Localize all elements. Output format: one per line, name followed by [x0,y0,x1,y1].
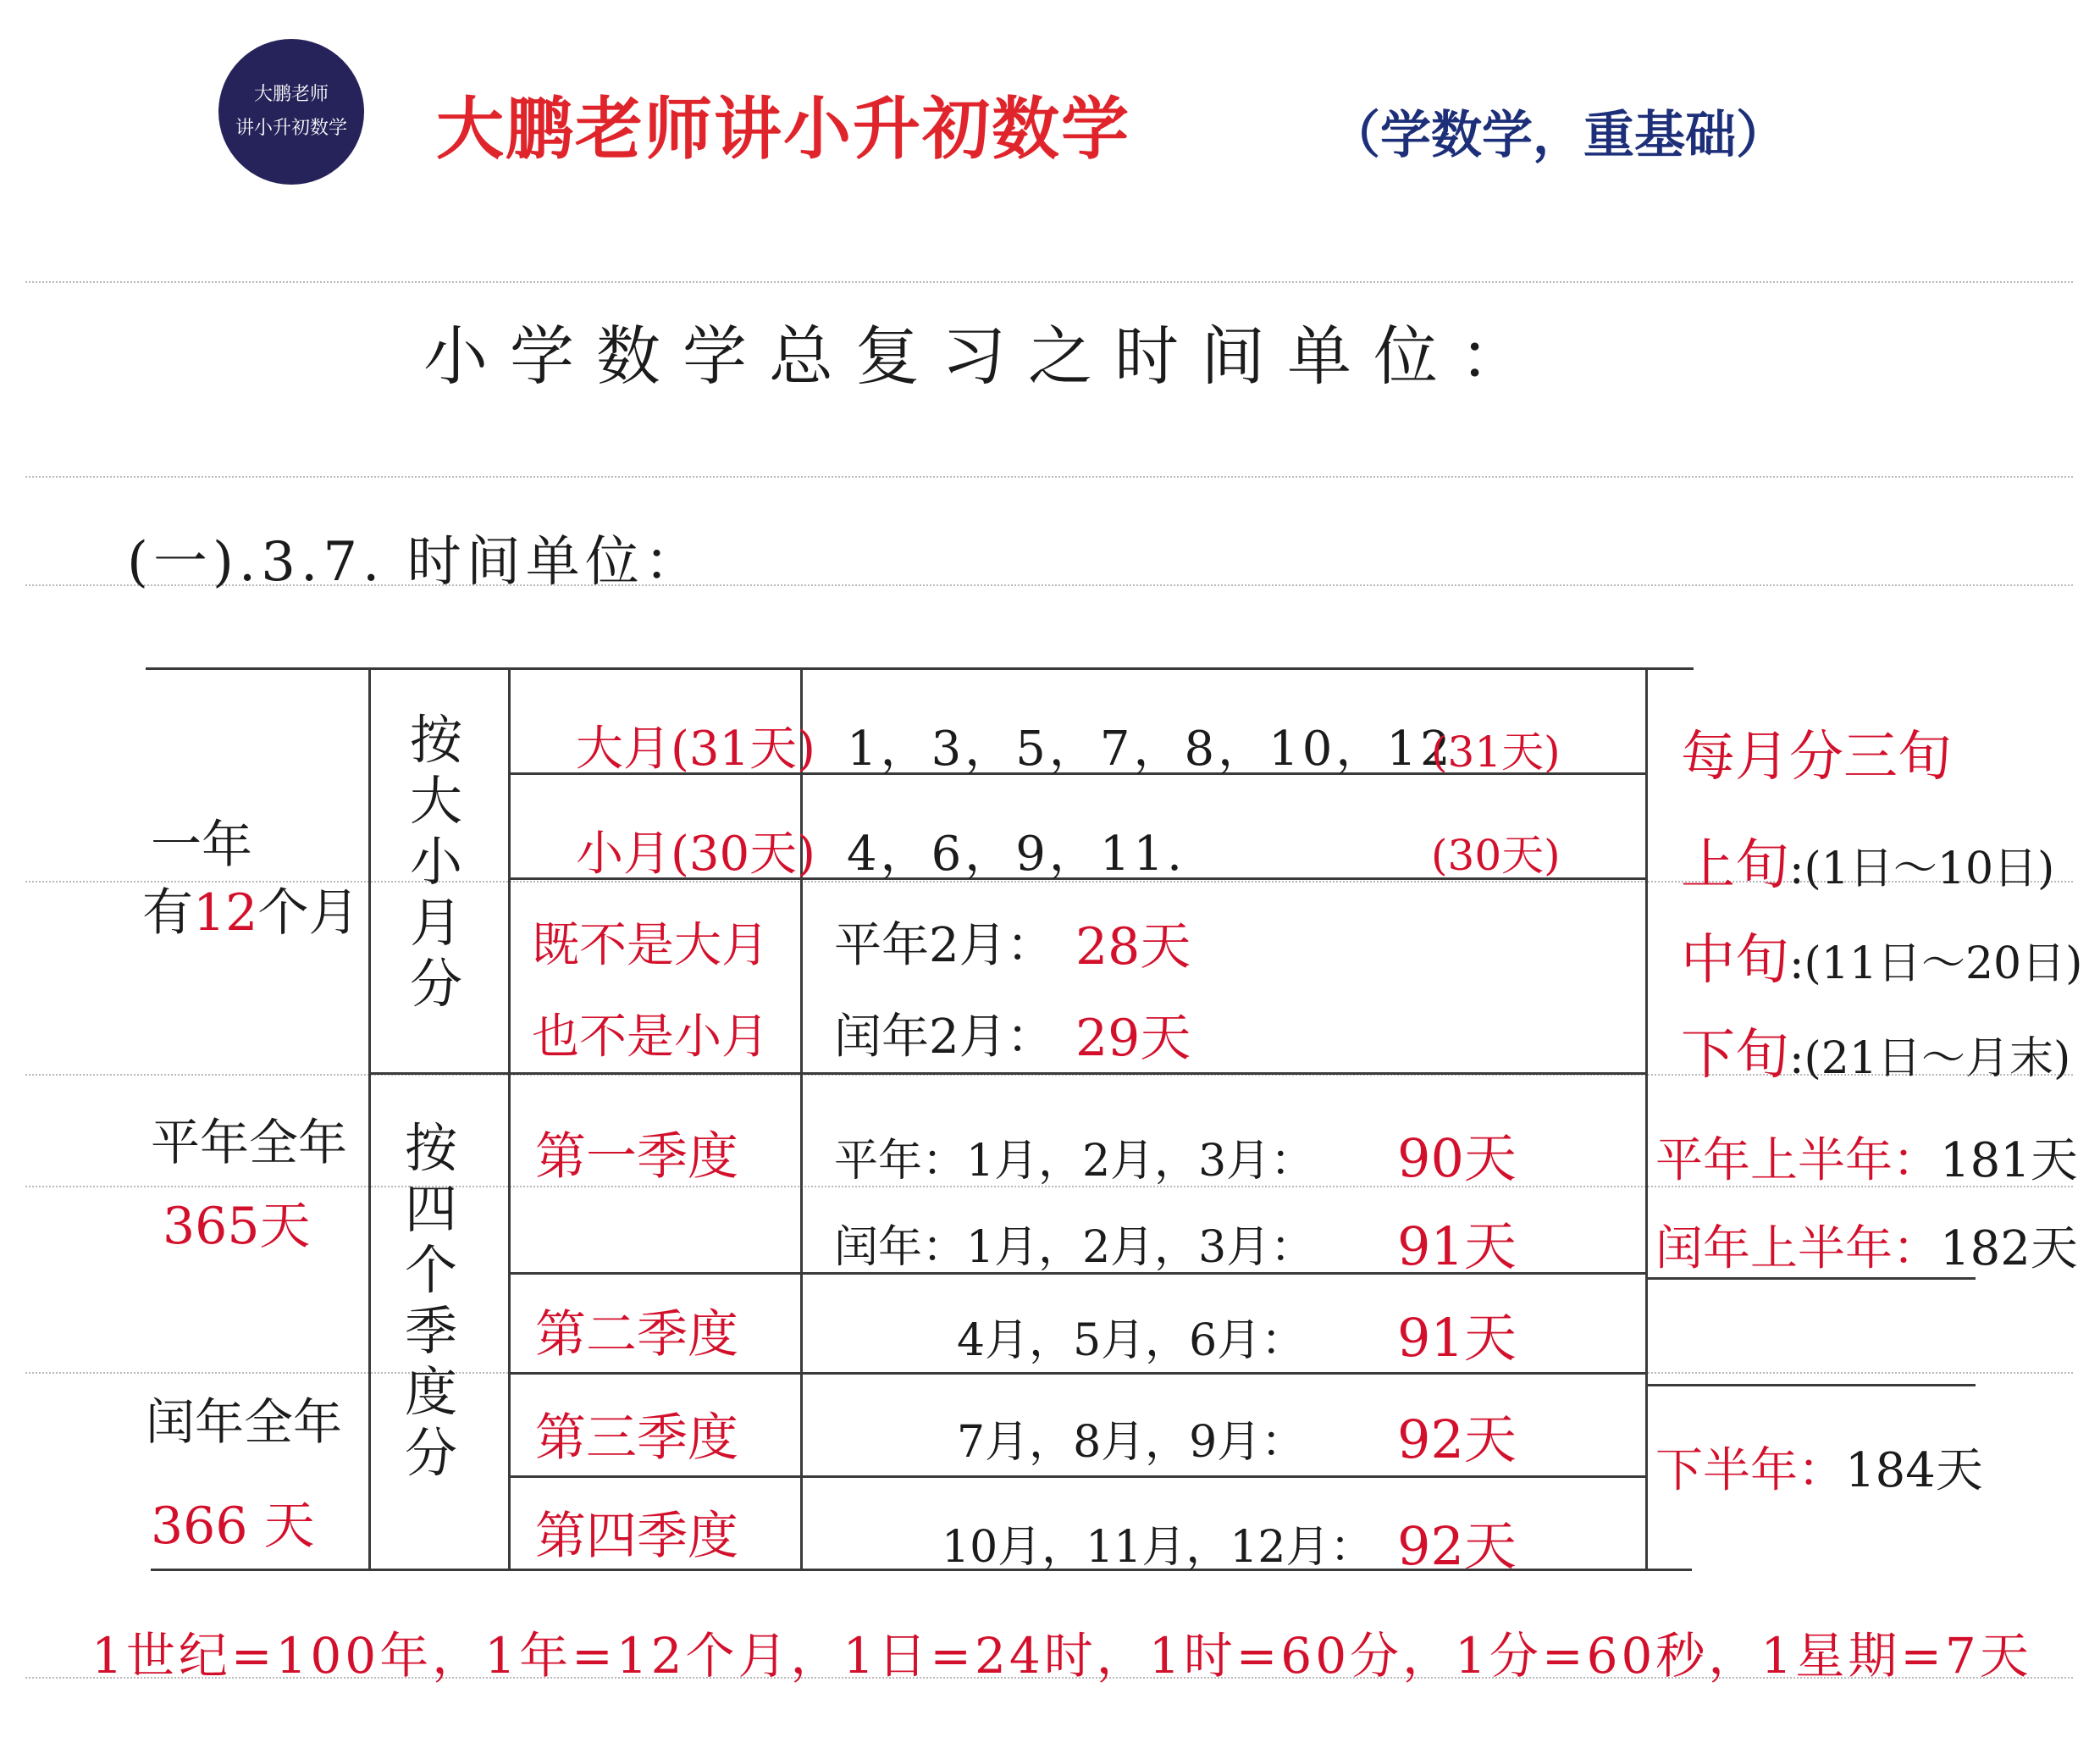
quarter-4-name: 第四季度 [535,1507,738,1566]
year-months-num: 12 [193,883,258,943]
logo-line-2: 讲小升初数学 [235,118,347,139]
group2-char: 个 [405,1239,458,1301]
year-post: 个月 [257,883,360,943]
common-feb-label: 平年2月： [834,918,1054,973]
quarter-3-months: 7月，8月，9月： [957,1417,1306,1468]
group2-char: 四 [405,1178,458,1240]
year-pre: 有 [142,883,193,943]
quarter-2-name: 第二季度 [535,1305,738,1364]
by-size-group-label [410,710,462,1015]
quarter-3-days: 92天 [1397,1408,1517,1470]
group2-char: 季 [405,1300,458,1362]
by-quarter-group-label [405,1118,457,1484]
common-feb-days: 28天 [1075,917,1191,977]
common-first-half [1655,1123,2078,1191]
xun-title: 每月分三旬 [1681,726,1952,788]
group1-char: 按 [410,709,463,771]
second-half [1655,1433,1983,1501]
group1-char: 大 [410,770,463,832]
second-half-days: 184天 [1845,1443,1983,1498]
small-month-days: (30天) [1431,831,1561,880]
group1-char: 月 [410,892,463,954]
teacher-logo-badge [218,39,364,185]
leap-feb-days: 29天 [1075,1009,1191,1068]
leap-first-half-days: 182天 [1940,1221,2078,1276]
xun-middle [1681,916,2082,994]
quarter-1-common-months: 平年：1月，2月，3月： [834,1136,1315,1187]
page-title: 小学数学总复习之时间单位： [423,318,1546,394]
leap-first-half-label: 闰年上半年： [1655,1221,1940,1276]
xun-upper [1681,822,2054,899]
leap-year-label: 闰年全年 [146,1393,343,1451]
big-month-days: (31天) [1431,728,1561,777]
common-first-half-label: 平年上半年： [1655,1133,1940,1188]
quarter-1-name: 第一季度 [535,1127,738,1187]
group1-char: 小 [410,831,463,893]
quarter-2-days: 91天 [1397,1307,1517,1369]
quarter-3-name: 第三季度 [535,1408,738,1468]
common-year-days: 365天 [163,1197,311,1256]
xun-lower-name: 下旬 [1681,1024,1789,1087]
group1-char: 分 [410,953,463,1015]
neither-small-label: 也不是小月 [532,1010,769,1065]
xun-lower [1681,1011,2070,1089]
small-month-list: 4，6，9，11. [847,827,1185,882]
quarter-1-leap-days: 91天 [1397,1215,1517,1277]
xun-upper-range: :(1日～10日) [1789,844,2055,894]
unit-conversion-footer: 1世纪=100年，1年=12个月，1日=24时，1时=60分，1分=60秒，1星期=7天 [91,1627,2032,1685]
group2-char: 分 [405,1422,458,1484]
group2-char: 按 [405,1117,458,1179]
quarter-4-days: 92天 [1397,1515,1517,1577]
big-month-type: 大月(31天) [576,722,815,777]
common-year-label: 平年全年 [151,1114,348,1171]
leap-first-half [1655,1211,2078,1279]
small-month-type: 小月(30天) [576,827,815,882]
xun-lower-range: :(21日～月末) [1789,1033,2071,1084]
big-month-list: 1，3，5，7，8，10，12 [847,722,1454,777]
section-heading: (一).3.7. 时间单位： [127,531,704,594]
group2-char: 度 [405,1361,458,1423]
quarter-4-months: 10月，11月，12月： [942,1522,1374,1573]
quarter-1-common-days: 90天 [1397,1127,1517,1189]
one-year-label: 一年 [151,816,252,875]
neither-big-label: 既不是大月 [532,918,769,973]
xun-middle-name: 中旬 [1681,929,1789,992]
twelve-months-label [142,872,359,945]
xun-middle-range: :(11日～20日) [1789,938,2083,989]
leap-feb-label: 闰年2月： [834,1010,1054,1065]
logo-line-1: 大鹏老师 [253,84,329,105]
quarter-2-months: 4月，5月，6月： [957,1315,1306,1366]
brand-title: 大鹏老师讲小升初数学 [436,90,1130,169]
second-half-label: 下半年： [1655,1443,1845,1498]
leap-year-days: 366 天 [151,1497,315,1556]
xun-upper-name: 上旬 [1681,834,1789,897]
quarter-1-leap-months: 闰年：1月，2月，3月： [834,1222,1315,1273]
common-first-half-days: 181天 [1940,1133,2078,1188]
brand-slogan: （学数学，重基础） [1329,106,1787,165]
